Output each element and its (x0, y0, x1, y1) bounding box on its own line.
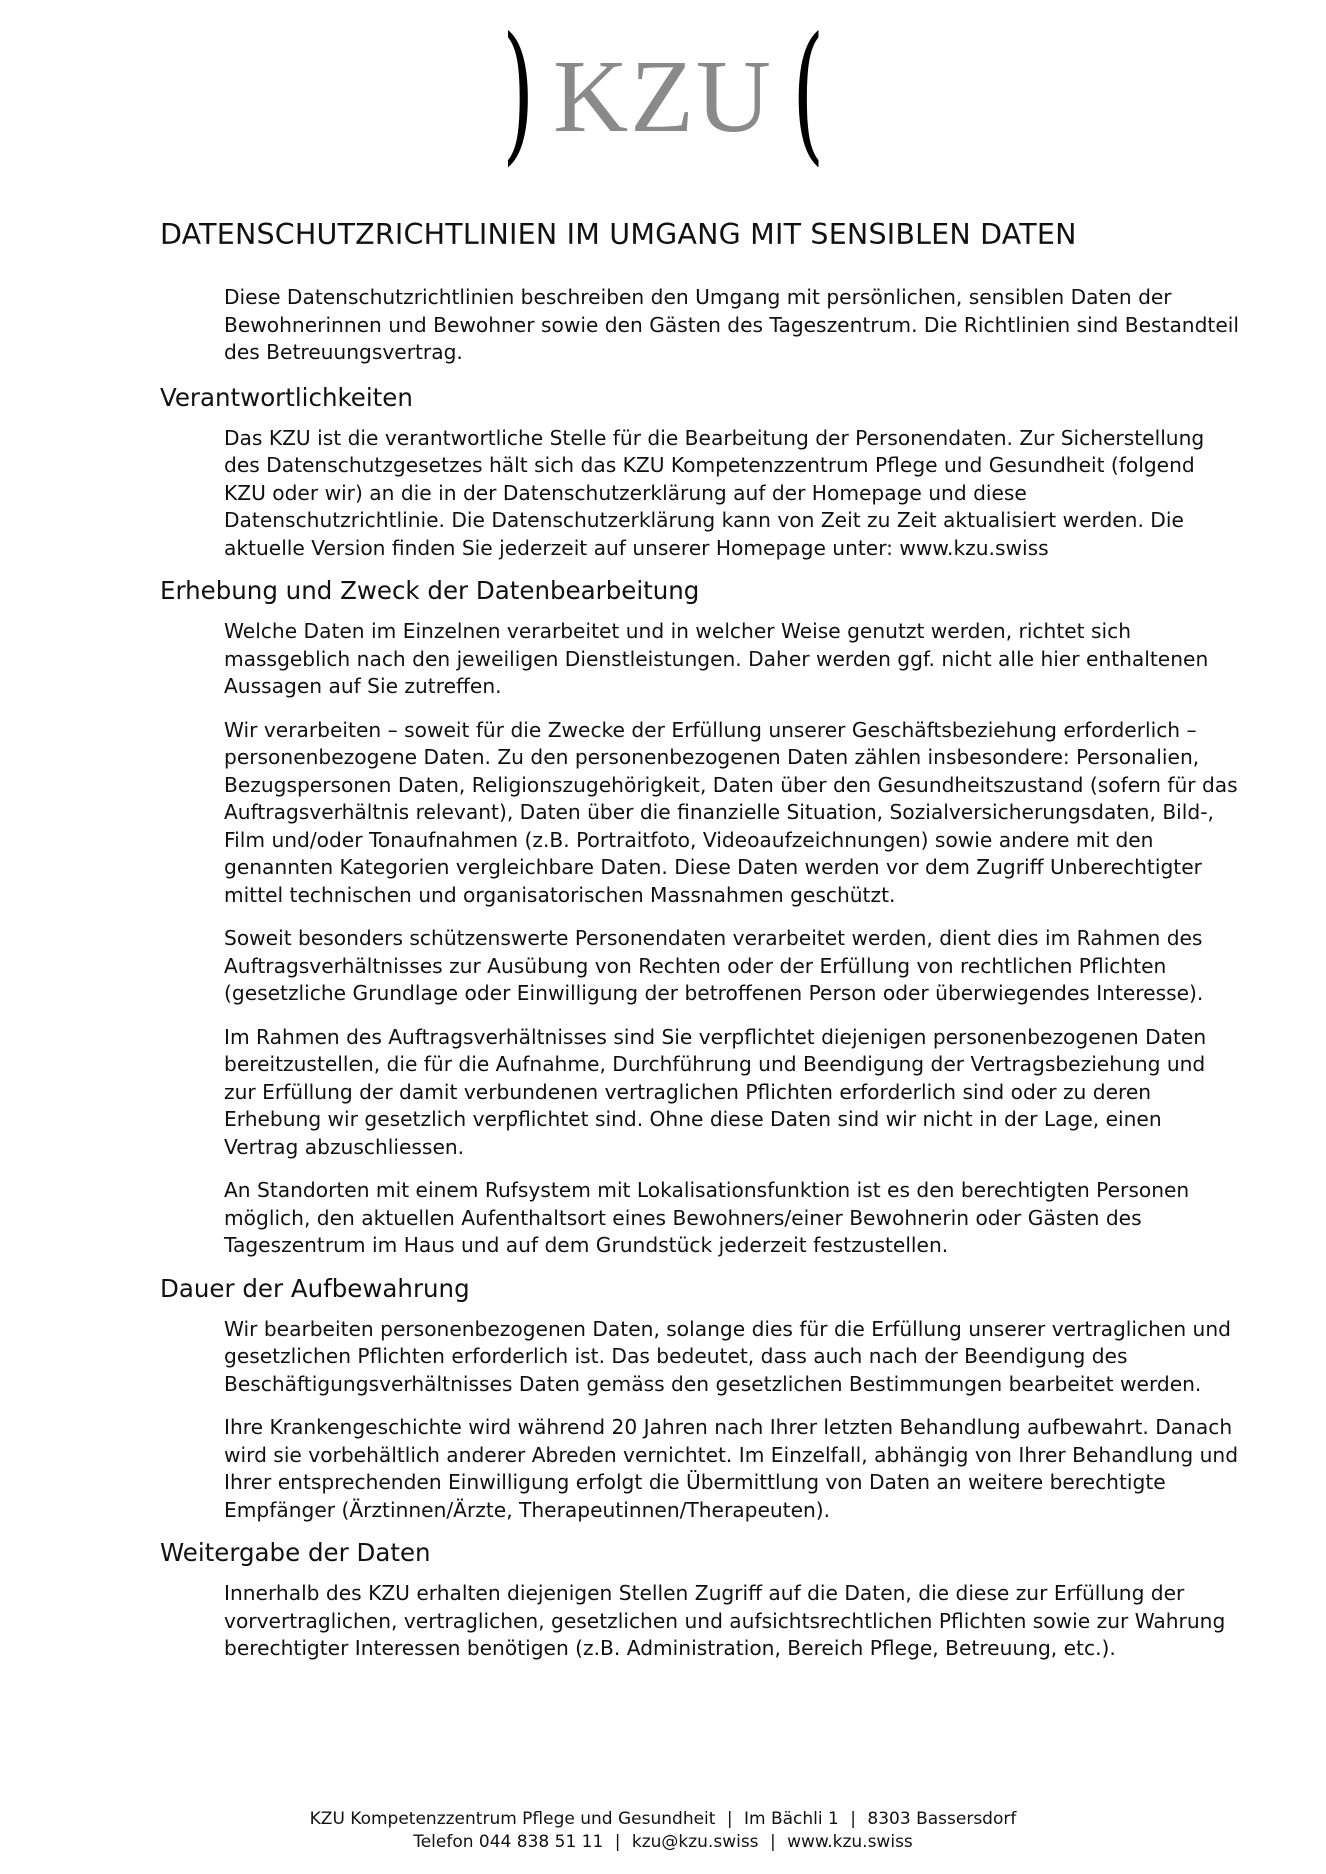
section-heading: Erhebung und Zweck der Datenbearbeitung (160, 576, 700, 605)
page-footer (0, 1808, 1326, 1854)
section-heading: Dauer der Aufbewahrung (160, 1273, 470, 1303)
section-heading: Verantwortlichkeiten (160, 382, 413, 412)
section-erhebung-und-zweck (160, 576, 1240, 1260)
footer-separator: | (614, 1832, 621, 1852)
document-body (160, 284, 1240, 1677)
section-paragraph: Welche Daten im Einzelnen verarbeitet und in welcher Weise genutzt werden, richtet sich massgeblich nach den jeweiligen Dienstleistungen. Daher werden ggf. nicht alle hier enthaltenen Aussagen auf Sie zutreffen. (224, 619, 1209, 698)
section-dauer-der-aufbewahrung (160, 1274, 1240, 1525)
section-paragraph: Soweit besonders schützenswerte Personendaten verarbeitet werden, dient dies im Rahmen des Auftragsverhältnisses zur Ausübung von Rechten oder der Erfüllung von rechtlichen Pflichten (gesetzliche Grundlage oder Einwilligung der betroffenen Person oder überwiegendes Interesse). (224, 926, 1204, 1005)
section-paragraph: Ihre Krankengeschichte wird während 20 Jahren nach Ihrer letzten Behandlung aufbewahrt. Danach wird sie vorbehältlich anderer Abreden vernichtet. Im Einzelfall, abhängig von Ihrer Behandlung und Ihrer entsprechenden Einwilligung erfolgt die Übermittlung von Daten an weitere berechtigte Empfänger (Ärztinnen/Ärzte, Therapeutinnen/Therapeuten). (224, 1415, 1239, 1522)
section-paragraph: Innerhalb des KZU erhalten diejenigen Stellen Zugriff auf die Daten, die diese zur Erfüllung der vorvertraglichen, vertraglichen, gesetzlichen und aufsichtsrechtlichen Pflichten sowie zur Wahrung berechtigter Interessen benötigen (z.B. Administration, Bereich Pflege, Betreuung, etc.). (224, 1581, 1226, 1660)
logo-text: KZU (553, 39, 773, 154)
section-paragraph: Wir verarbeiten – soweit für die Zwecke der Erfüllung unserer Geschäftsbeziehung erforderlich – personenbezogene Daten. Zu den personenbezogenen Daten zählen insbesondere: Personalien, Bezugspersonen Daten, Religionszugehörigkeit, Daten über den Gesundheitszustand (sofern für das Auftragsverhältnis relevant), Daten über die finanzielle Situation, Sozialversicherungsdaten, Bild-, Film und/oder Tonaufnahmen (z.B. Portraitfoto, Videoaufzeichnungen) sowie andere mit den genannten Kategorien vergleichbare Daten. Diese Daten werden vor dem Zugriff Unberechtigter mittel technischen und organisatorischen Massnahmen geschützt. (224, 717, 1238, 907)
section-paragraph: Wir bearbeiten personenbezogenen Daten, solange dies für die Erfüllung unserer vertraglichen und gesetzlichen Pflichten erforderlich ist. Das bedeutet, dass auch nach der Beendigung des Beschäftigungsverhältnisses Daten gemäss den gesetzlichen Bestimmungen bearbeitet werden. (224, 1316, 1231, 1396)
footer-email: kzu@kzu.swiss (631, 1832, 759, 1852)
footer-phone: Telefon 044 838 51 11 (413, 1832, 604, 1852)
logo-left-bracket: ) (501, 6, 534, 180)
section-weitergabe-der-daten (160, 1538, 1240, 1663)
footer-separator: | (726, 1809, 733, 1829)
section-paragraph: An Standorten mit einem Rufsystem mit Lokalisationsfunktion ist es den berechtigten Personen möglich, den aktuellen Aufenthaltsort eines Bewohners/einer Bewohnerin oder Gästen des Tageszentrum im Haus und auf dem Grundstück jederzeit festzustellen. (224, 1178, 1190, 1257)
footer-address-line (0, 1808, 1326, 1831)
kzu-logo-mark (489, 6, 838, 180)
kzu-logo (0, 6, 1326, 180)
footer-website: www.kzu.swiss (787, 1832, 913, 1852)
intro-paragraph: Diese Datenschutzrichtlinien beschreiben den Umgang mit persönlichen, sensiblen Daten der Bewohnerinnen und Bewohner sowie den Gästen des Tageszentrum. Die Richtlinien sind Bestandteil des Betreuungsvertrag. (224, 285, 1239, 364)
document-title: DATENSCHUTZRICHTLINIEN IM UMGANG MIT SENSIBLEN DATEN (160, 218, 1077, 251)
footer-separator: | (769, 1832, 776, 1852)
footer-city: 8303 Bassersdorf (867, 1809, 1017, 1829)
footer-separator: | (850, 1809, 856, 1829)
section-heading: Weitergabe der Daten (160, 1538, 431, 1567)
section-paragraph: Das KZU ist die verantwortliche Stelle für die Bearbeitung der Personendaten. Zur Sicherstellung des Datenschutzgesetzes hält sich das KZU Kompetenzzentrum Pflege und Gesundheit (folgend KZU oder wir) an die in der Datenschutzerklärung auf der Homepage und diese Datenschutzrichtlinie. Die Datenschutzerklärung kann von Zeit zu Zeit aktualisiert werden. Die aktuelle Version finden Sie jederzeit auf unserer Homepage unter: www.kzu.swiss (224, 425, 1205, 560)
footer-org: KZU Kompetenzzentrum Pflege und Gesundheit (309, 1809, 716, 1829)
logo-right-bracket: ( (792, 6, 825, 180)
section-verantwortlichkeiten (160, 383, 1240, 563)
footer-contact-line (0, 1831, 1326, 1854)
footer-street: Im Bächli 1 (744, 1809, 839, 1829)
section-paragraph: Im Rahmen des Auftragsverhältnisses sind Sie verpflichtet diejenigen personenbezogenen Daten bereitzustellen, die für die Aufnahme, Durchführung und Beendigung der Vertragsbeziehung und zur Erfüllung der damit verbundenen vertraglichen Pflichten erforderlich sind oder zu deren Erhebung wir gesetzlich verpflichtet sind. Ohne diese Daten sind wir nicht in der Lage, einen Vertrag abzuschliessen. (224, 1024, 1207, 1159)
